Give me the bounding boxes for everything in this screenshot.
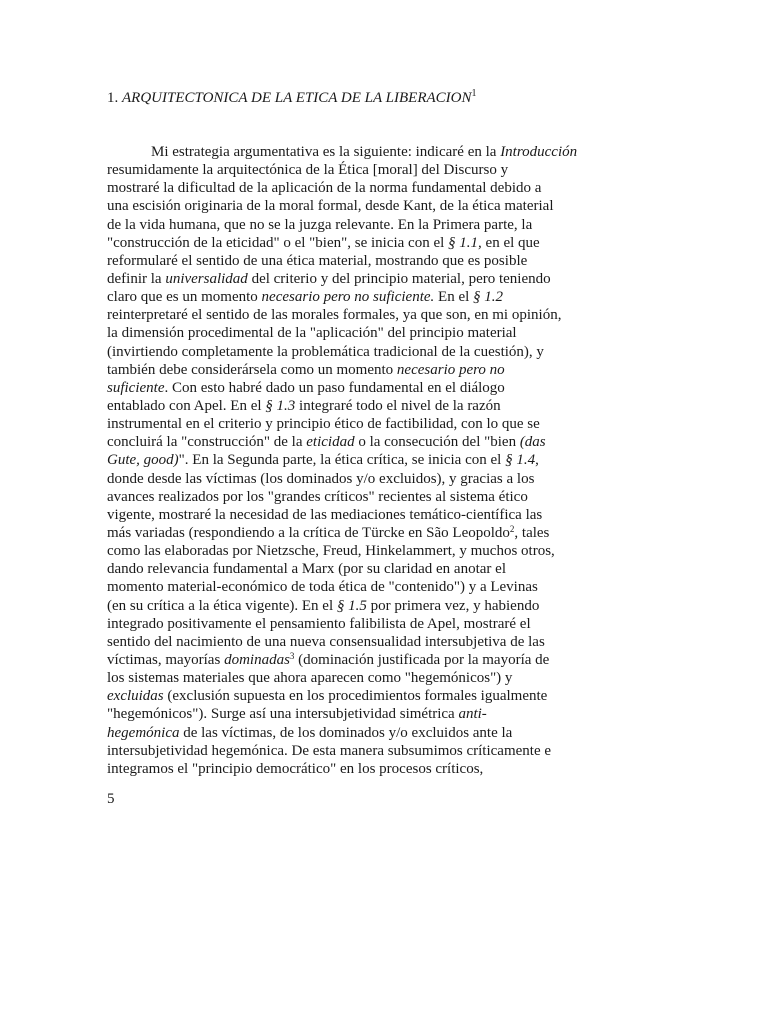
text-segment: integrado positivamente el pensamiento falibilista de Apel, mostraré el (107, 615, 531, 632)
text-segment: . Con esto habré dado un paso fundamental en el diálogo (164, 379, 505, 396)
text-segment: claro que es un momento (107, 289, 262, 306)
text-segment: (exclusión supuesta en los procedimientos formales igualmente (163, 688, 548, 705)
italic-text: hegemónica (107, 724, 180, 741)
text-line (107, 179, 587, 197)
text-line (107, 433, 587, 451)
text-segment: resumidamente la arquitectónica de la Ética [moral] del Discurso y (107, 162, 509, 179)
text-line (107, 542, 587, 560)
text-line (107, 687, 587, 705)
text-segment: dando relevancia fundamental a Marx (por su claridad en anotar el (107, 561, 506, 578)
text-segment: sentido del nacimiento de una nueva consensualidad intersubjetiva de las (107, 633, 545, 650)
text-segment: "hegemónicos"). Surge así una intersubjetividad simétrica (107, 706, 459, 723)
text-line (107, 379, 587, 397)
text-segment: reformularé el sentido de una ética material, mostrando que es posible (107, 252, 528, 269)
footnote-reference: 3 (289, 650, 295, 661)
italic-text: § 1.2 (473, 289, 504, 306)
text-segment: definir la (107, 270, 166, 287)
text-segment: reinterpretaré el sentido de las morales formales, ya que son, en mi opinión, (107, 307, 562, 324)
text-segment: (dominación justificada por la mayoría de (294, 651, 550, 668)
text-line (107, 216, 587, 234)
text-segment: donde desde las víctimas (los dominados y/o excluidos), y gracias a los (107, 470, 535, 487)
text-segment: por primera vez, y habiendo (366, 597, 540, 614)
text-segment: intersubjetividad hegemónica. De esta manera subsumimos críticamente e (107, 742, 552, 759)
text-segment: Mi estrategia argumentativa es la siguiente: indicaré en la (151, 144, 501, 160)
text-line (107, 270, 587, 288)
text-segment: vigente, mostraré la necesidad de las mediaciones temático-científica las (107, 506, 543, 523)
italic-text: Introducción (500, 144, 578, 160)
text-line (107, 506, 587, 524)
italic-text: necesario pero no suficiente. (261, 289, 435, 306)
text-line (107, 306, 587, 324)
text-line (107, 651, 587, 669)
italic-text: necesario pero no (396, 361, 505, 378)
text-segment: avances realizados por los "grandes críticos" recientes al sistema ético (107, 488, 528, 505)
italic-text: anti- (458, 706, 487, 723)
text-line (107, 470, 587, 488)
text-segment: , (535, 452, 539, 469)
text-segment: más variadas (respondiendo a la crítica de Türcke en São Leopoldo (107, 524, 510, 541)
text-segment: "construcción de la eticidad" o el "bien", se inicia con el (107, 234, 449, 251)
text-segment: de la vida humana, que no se la juzga relevante. En la Primera parte, la (107, 216, 533, 233)
text-line (107, 361, 587, 379)
text-segment: instrumental en el criterio y principio ético de factibilidad, con lo que se (107, 416, 540, 433)
italic-text: eticidad (306, 434, 355, 451)
text-line (107, 488, 587, 506)
section-heading (107, 88, 476, 108)
text-segment: de las víctimas, de los dominados y/o excluidos ante la (179, 724, 513, 741)
text-line (107, 578, 587, 596)
text-segment: víctimas, mayorías (107, 651, 225, 668)
text-line (107, 724, 587, 742)
text-line (107, 161, 587, 179)
text-segment: (en su crítica a la ética vigente). En el (107, 597, 337, 614)
italic-text: Gute, good) (107, 452, 179, 469)
text-segment: integramos el "principio democrático" en los procesos críticos, (107, 760, 484, 777)
text-segment: momento material-económico de toda ética de "contenido") y a Levinas (107, 579, 538, 596)
text-line (107, 451, 587, 469)
text-line (107, 633, 587, 651)
text-segment: en el que (481, 234, 540, 251)
text-segment: concluirá la "construcción" de la (107, 434, 307, 451)
footnote-reference: 2 (509, 523, 515, 534)
page-number: 5 (107, 791, 115, 807)
text-segment: , tales (514, 524, 550, 541)
italic-text: universalidad (165, 270, 248, 287)
text-line (107, 288, 587, 306)
text-segment: también debe considerársela como un momento (107, 361, 397, 378)
italic-text: suficiente (107, 379, 165, 396)
italic-text: § 1.3 (265, 397, 296, 414)
text-line (107, 143, 587, 161)
text-segment: una escisión originaria de la moral formal, desde Kant, de la ética material (107, 198, 554, 215)
italic-text: dominadas (224, 651, 290, 668)
text-segment: como las elaboradas por Nietzsche, Freud, Hinkelammert, y muchos otros, (107, 543, 555, 560)
text-segment: ". En la Segunda parte, la ética crítica, se inicia con el (178, 452, 506, 469)
italic-text: excluidas (107, 688, 164, 705)
text-line (107, 252, 587, 270)
text-segment: entablado con Apel. En el (107, 397, 266, 414)
text-line (107, 760, 587, 778)
text-line (107, 560, 587, 578)
text-segment: la dimensión procedimental de la "aplicación" del principio material (107, 325, 517, 342)
section-number: 1. (107, 90, 119, 106)
footnote-reference: 1 (471, 88, 477, 99)
section-title: ARQUITECTONICA DE LA ETICA DE LA LIBERACION (122, 90, 472, 106)
text-segment: En el (434, 289, 474, 306)
text-segment: mostraré la dificultad de la aplicación de la norma fundamental debido a (107, 180, 542, 197)
text-segment: los sistemas materiales que ahora aparecen como "hegemónicos") y (107, 670, 513, 687)
text-line (107, 597, 587, 615)
text-line (107, 705, 587, 723)
text-line (107, 669, 587, 687)
text-line (107, 324, 587, 342)
body-paragraph (107, 143, 587, 778)
text-line (107, 615, 587, 633)
text-line (107, 234, 587, 252)
text-line (107, 197, 587, 215)
italic-text: § 1.1, (448, 234, 482, 251)
text-line (107, 415, 587, 433)
text-line (107, 742, 587, 760)
italic-text: § 1.4 (505, 452, 536, 469)
text-segment: del criterio y del principio material, pero teniendo (247, 270, 551, 287)
italic-text: (das (519, 434, 546, 451)
italic-text: § 1.5 (336, 597, 367, 614)
text-line (107, 524, 587, 542)
text-segment: o la consecución del "bien (354, 434, 520, 451)
text-line (107, 397, 587, 415)
text-segment: integraré todo el nivel de la razón (295, 397, 501, 414)
text-line (107, 343, 587, 361)
text-segment: (invirtiendo completamente la problemática tradicional de la cuestión), y (107, 343, 544, 360)
